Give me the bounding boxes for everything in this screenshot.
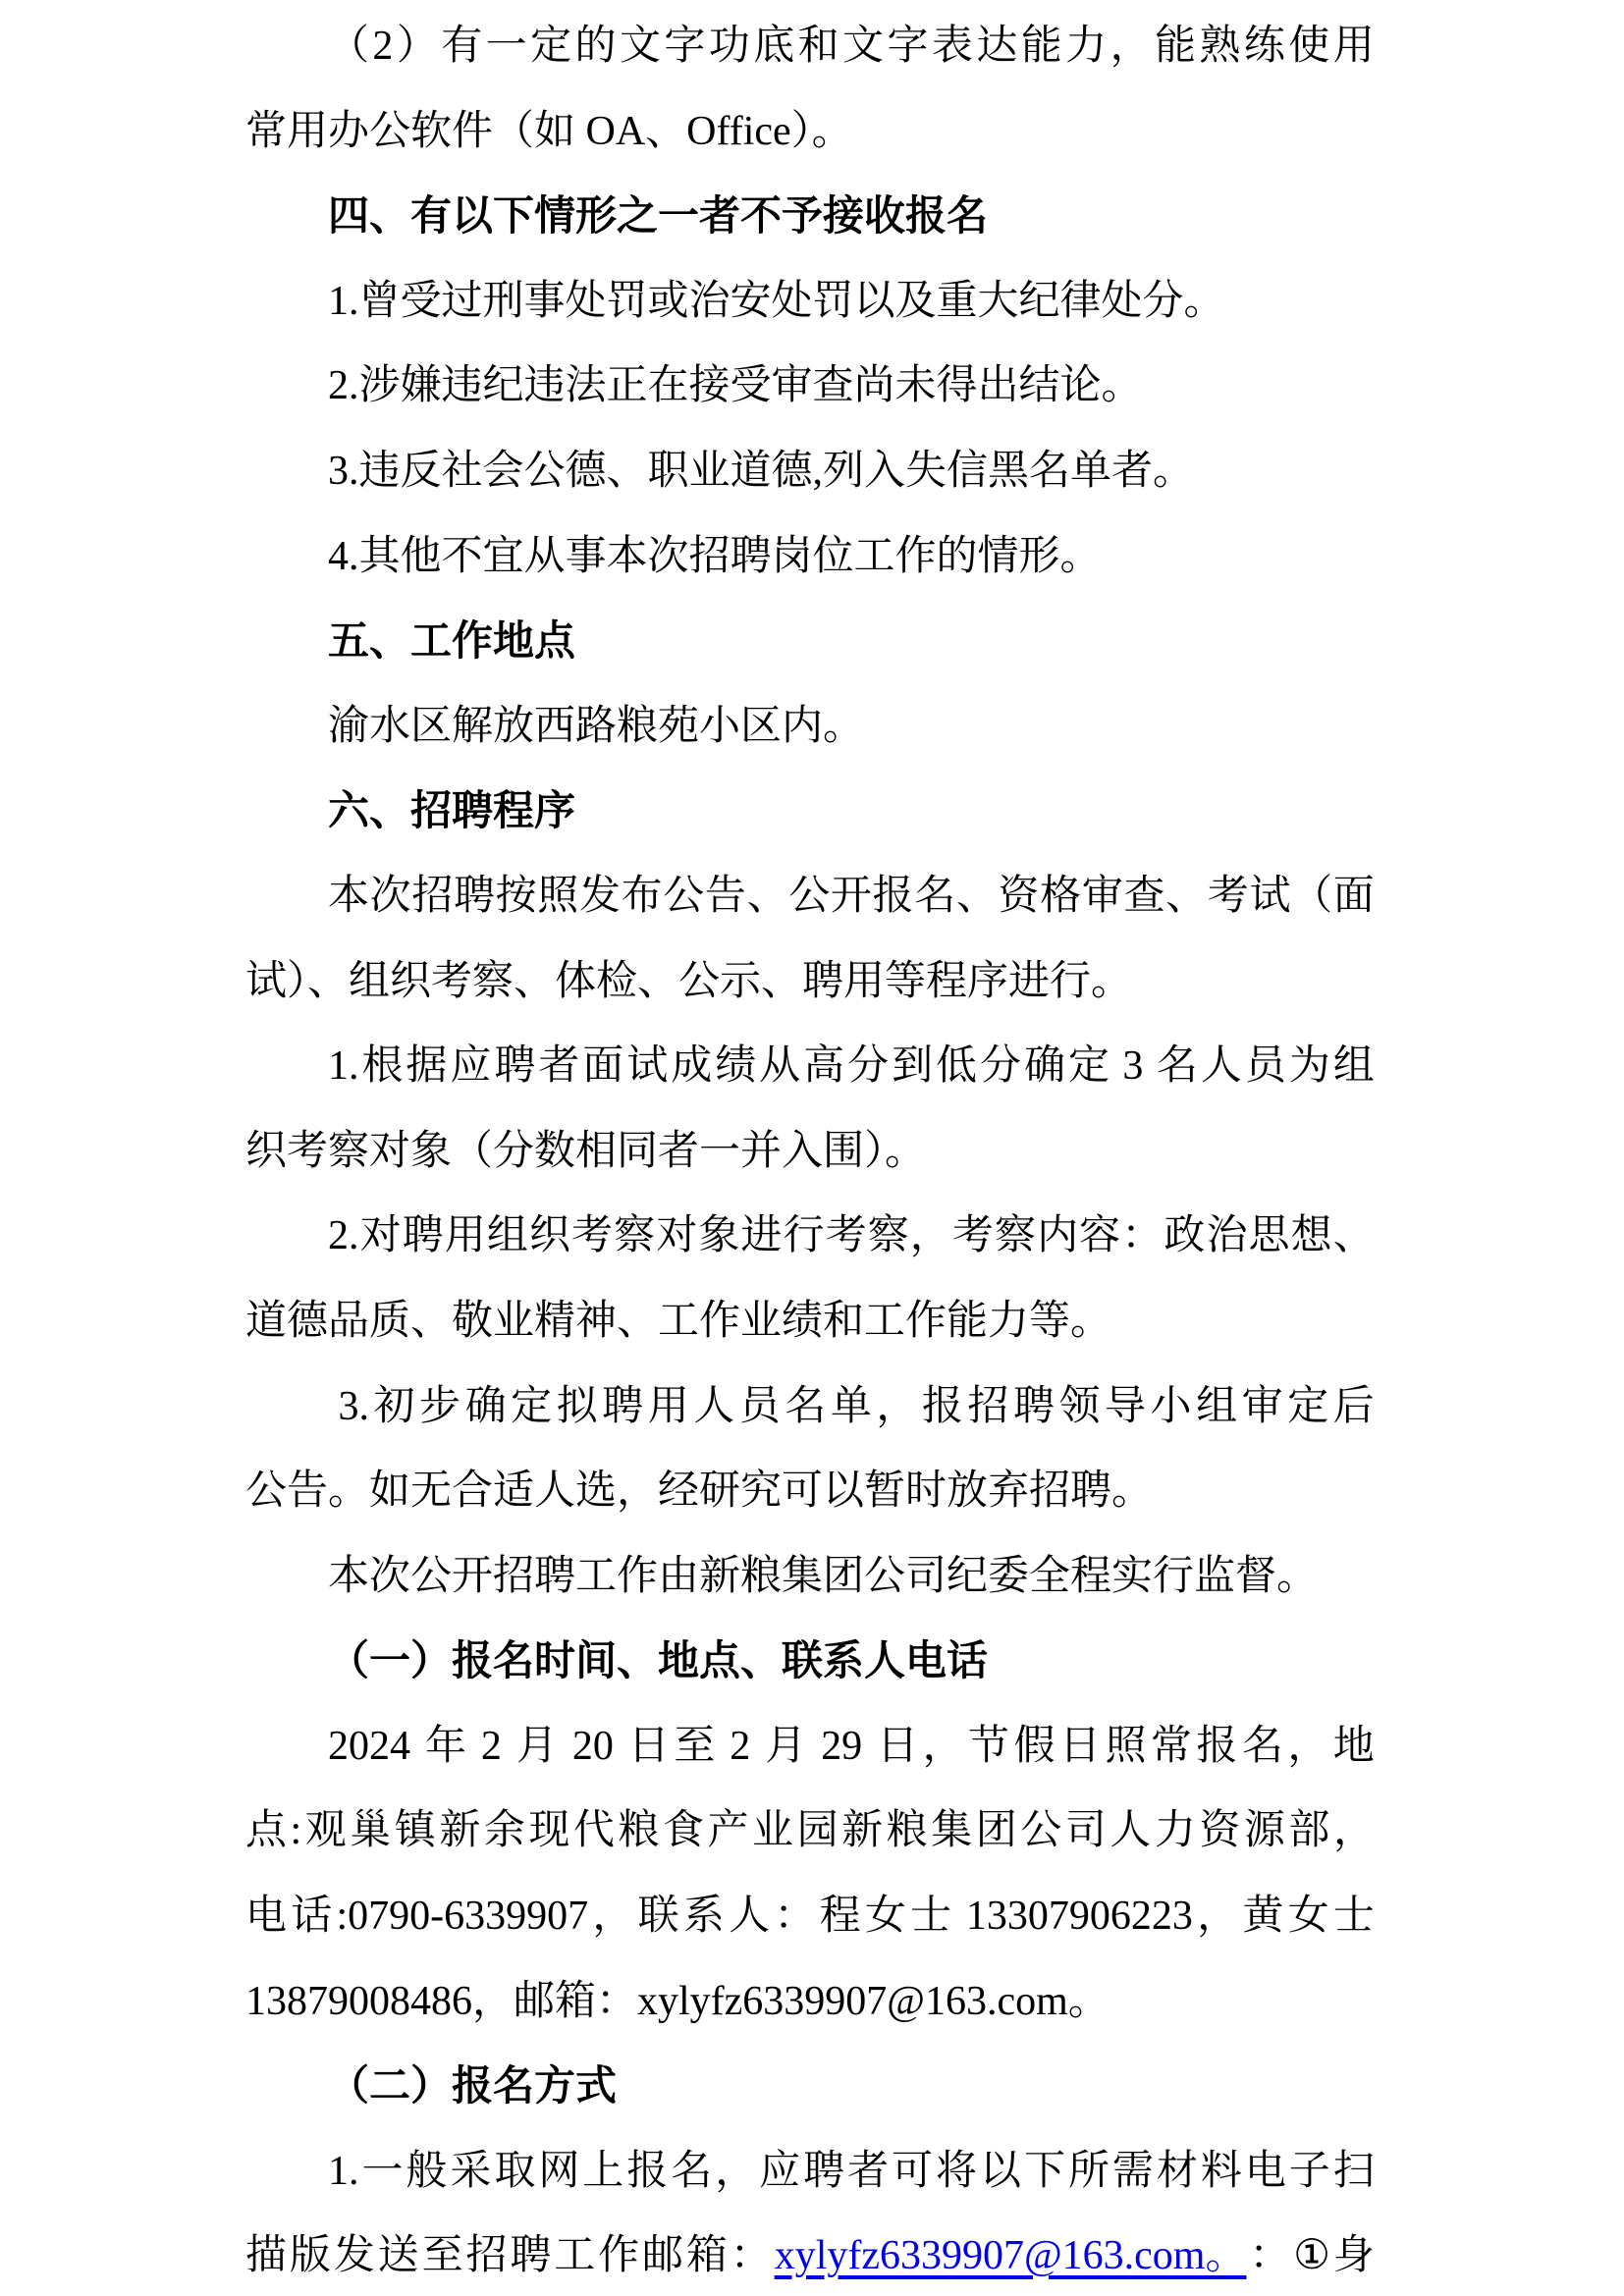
text-token: 步	[419, 1383, 461, 1429]
text-token: 用	[647, 1383, 689, 1429]
text-line	[245, 1534, 1375, 1620]
text-token: 察	[994, 1213, 1036, 1259]
text-token: 底	[753, 24, 795, 69]
heading-line	[245, 1619, 1375, 1704]
text-token: 招	[411, 873, 454, 919]
text-token: 人	[1110, 1808, 1152, 1854]
text-token: 力	[1065, 24, 1108, 69]
text-token: 名	[914, 873, 956, 919]
text-token: 代	[572, 1808, 615, 1854]
text-token: 业	[752, 1808, 794, 1854]
text-line	[245, 2214, 1375, 2296]
text-token: 布	[621, 873, 663, 919]
text-token: 余	[483, 1808, 525, 1854]
text-token: 聘	[510, 2233, 552, 2279]
text-line	[245, 1279, 1375, 1364]
text-token: 、	[1165, 873, 1208, 919]
line-text: 织考察对象（分数相同者一并入围）。	[245, 1128, 927, 1174]
text-token: 组	[1332, 1043, 1375, 1090]
text-token: 成	[671, 1043, 713, 1090]
text-token: 功	[708, 24, 750, 69]
text-token: :	[290, 1808, 302, 1854]
text-line	[245, 429, 1375, 514]
line-text: 试）、组织考察、体检、公示、聘用等程序进行。	[245, 958, 1133, 1004]
text-token: 人	[693, 1383, 735, 1429]
text-token: 地	[1332, 1723, 1375, 1769]
text-token: 节	[968, 1723, 1010, 1769]
text-line	[245, 1789, 1375, 1874]
text-token: 上	[582, 2148, 624, 2194]
text-token: 考	[1207, 873, 1249, 919]
text-token: 面	[1332, 873, 1375, 919]
text-token: 拟	[556, 1383, 598, 1429]
text-token: 电	[245, 1894, 288, 1940]
text-line	[245, 4, 1375, 89]
text-token: ）	[396, 24, 438, 69]
line-text: （一）报名时间、地点、联系人电话	[328, 1637, 989, 1684]
text-line	[245, 1959, 1375, 2045]
text-token: 聘	[402, 1213, 444, 1259]
text-token: 员	[1244, 1043, 1286, 1090]
text-token: 分	[847, 1043, 890, 1090]
text-token: 身	[1332, 2233, 1375, 2279]
text-token: ，	[715, 2148, 757, 2194]
text-line	[245, 1874, 1375, 1959]
text-token: 试	[1249, 873, 1291, 919]
text-token: 格	[1040, 873, 1082, 919]
text-token: 至	[421, 2233, 463, 2279]
text-token: 假	[1013, 1723, 1056, 1769]
text-line	[245, 1024, 1375, 1109]
text-token: ：	[730, 2233, 772, 2279]
text-token: 内	[1037, 1213, 1079, 1259]
text-token: 子	[1288, 2148, 1330, 2194]
heading-line	[245, 174, 1375, 259]
email-link[interactable]: xylyfz6339907@163.com。	[774, 2233, 1247, 2279]
text-token: 考	[571, 1213, 614, 1259]
line-text: 3.违反社会公德、职业道德,列入失信黑名单者。	[328, 448, 1195, 494]
text-token: 20	[562, 1723, 624, 1769]
text-token: ，	[1287, 1723, 1329, 1769]
text-token: 用	[444, 1213, 486, 1259]
text-token: 次	[369, 873, 411, 919]
text-token: ：	[774, 1894, 816, 1940]
text-token: 查	[1123, 873, 1165, 919]
text-line	[245, 514, 1375, 600]
text-token: 招	[465, 2233, 508, 2279]
text-token: 名	[671, 2148, 713, 2194]
text-token: 能	[1020, 24, 1062, 69]
text-token: 所	[1067, 2148, 1110, 2194]
line-text: 渝水区解放西路粮苑小区内。	[328, 703, 865, 749]
text-token: 能	[1155, 24, 1197, 69]
text-line	[245, 259, 1375, 345]
text-token: ，	[1197, 1894, 1239, 1940]
text-token: 聘	[1012, 1383, 1055, 1429]
text-line	[245, 2129, 1375, 2215]
text-token: 为	[1288, 1043, 1330, 1090]
text-token: 思	[1248, 1213, 1290, 1259]
text-token: 的	[574, 24, 617, 69]
text-token: 定	[1067, 1043, 1110, 1090]
text-token: 3	[1111, 1043, 1154, 1090]
text-token: 组	[486, 1213, 528, 1259]
text-token: 根	[361, 1043, 404, 1090]
text-token: 人	[729, 1894, 771, 1940]
text-token: 可	[892, 2148, 934, 2194]
text-token: ，	[1332, 1808, 1375, 1854]
text-token: 、	[1332, 1213, 1375, 1259]
text-token: 名	[1156, 1043, 1198, 1090]
text-token: 园	[796, 1808, 839, 1854]
text-token: 告	[704, 873, 746, 919]
text-token: 送	[377, 2233, 419, 2279]
text-line	[245, 1194, 1375, 1279]
text-token: 年	[424, 1723, 466, 1769]
text-token: 材	[1156, 2148, 1198, 2194]
text-token: :0790-6339907	[336, 1894, 589, 1940]
text-token: 工	[554, 2233, 596, 2279]
heading-line	[245, 599, 1375, 684]
text-token: 有	[441, 24, 483, 69]
text-token: 描	[245, 2233, 288, 2279]
text-token: 报	[872, 873, 914, 919]
text-token: ，	[922, 1723, 964, 1769]
text-token: 对	[656, 1213, 698, 1259]
text-token: 下	[1023, 2148, 1065, 2194]
text-token: 常	[1150, 1723, 1192, 1769]
text-token: 开	[830, 873, 872, 919]
text-token: 低	[936, 1043, 978, 1090]
text-token: 表	[931, 24, 973, 69]
text-token: 、	[955, 873, 998, 919]
text-token: 聘	[602, 1383, 644, 1429]
text-token: 确	[1023, 1043, 1065, 1090]
heading-line	[245, 769, 1375, 854]
text-token: 者	[847, 2148, 890, 2194]
text-token: 报	[626, 2148, 669, 2194]
text-line	[245, 1449, 1375, 1534]
text-token: 司	[1064, 1808, 1107, 1854]
text-token: 扫	[1332, 2148, 1375, 2194]
line-text: 13879008486，邮箱：xylyfz6339907@163.com。	[245, 1978, 1110, 2024]
line-text: 六、招聘程序	[328, 787, 576, 834]
text-token: 试	[626, 1043, 669, 1090]
text-token: 版	[289, 2233, 331, 2279]
text-token: 按	[495, 873, 537, 919]
text-token: ，	[1110, 24, 1152, 69]
text-token: 绩	[715, 1043, 757, 1090]
text-line	[245, 89, 1375, 175]
text-token: 箱	[685, 2233, 728, 2279]
text-token: 3.	[328, 1383, 369, 1429]
text-token: 集	[931, 1808, 973, 1854]
text-line	[245, 344, 1375, 429]
text-token: 报	[921, 1383, 963, 1429]
text-token: 应	[450, 1043, 492, 1090]
heading-line	[245, 2044, 1375, 2129]
text-token: 员	[738, 1383, 781, 1429]
text-token: 察	[867, 1213, 909, 1259]
text-token: 一	[361, 2148, 404, 2194]
text-token: 文	[619, 24, 661, 69]
text-token: 月	[765, 1723, 807, 1769]
text-token: 达	[976, 24, 1018, 69]
text-token: 2.	[328, 1213, 359, 1259]
text-token: 力	[1154, 1808, 1196, 1854]
text-token: 采	[450, 2148, 492, 2194]
document-body	[245, 4, 1375, 2296]
text-token: 定	[530, 24, 572, 69]
text-token: 镇	[394, 1808, 436, 1854]
text-token: 应	[759, 2148, 801, 2194]
text-token: 高	[803, 1043, 845, 1090]
text-token: 者	[538, 1043, 580, 1090]
text-token: 巢	[350, 1808, 392, 1854]
text-token: 料	[1200, 2148, 1242, 2194]
text-token: 联	[637, 1894, 679, 1940]
text-token: 2	[372, 24, 394, 69]
text-token: 聘	[453, 873, 495, 919]
text-token: 领	[1058, 1383, 1101, 1429]
text-token: 考	[951, 1213, 994, 1259]
text-line	[245, 1704, 1375, 1789]
text-token: 审	[1241, 1383, 1283, 1429]
text-token: ：	[1121, 1213, 1164, 1259]
text-token: 电	[1244, 2148, 1286, 2194]
text-token: ，	[909, 1213, 951, 1259]
text-token: 系	[682, 1894, 725, 1940]
text-token: 单	[830, 1383, 872, 1429]
text-token: 用	[1332, 24, 1375, 69]
text-token: 文	[842, 24, 885, 69]
text-token: 行	[783, 1213, 825, 1259]
text-token: 从	[759, 1043, 801, 1090]
line-text: 2.涉嫌违纪违法正在接受审查尚未得出结论。	[328, 363, 1143, 409]
text-token: 照	[537, 873, 579, 919]
text-token: 取	[494, 2148, 536, 2194]
text-token: 般	[406, 2148, 448, 2194]
text-token: 导	[1105, 1383, 1147, 1429]
text-token: 新	[439, 1808, 481, 1854]
line-text: 常用办公软件（如 OA、Office）。	[245, 108, 853, 154]
text-token: 1.	[328, 2148, 359, 2194]
text-token: 产	[707, 1808, 749, 1854]
text-token: 粮	[886, 1808, 928, 1854]
line-text: 本次公开招聘工作由新粮集团公司纪委全程实行监督。	[328, 1553, 1319, 1599]
text-token: 织	[528, 1213, 570, 1259]
text-token: 治	[1206, 1213, 1248, 1259]
text-token: 确	[464, 1383, 507, 1429]
text-token: 字	[664, 24, 706, 69]
text-token: 作	[598, 2233, 640, 2279]
text-token: （	[328, 24, 370, 69]
line-text: （二）报名方式	[328, 2062, 618, 2109]
text-token: 使	[1288, 24, 1330, 69]
text-token: 对	[359, 1213, 402, 1259]
text-token: 2	[470, 1723, 513, 1769]
text-line	[245, 684, 1375, 770]
text-token: 资	[1199, 1808, 1241, 1854]
text-token: ，	[592, 1894, 634, 1940]
line-text: 4.其他不宜从事本次招聘岗位工作的情形。	[328, 533, 1102, 579]
text-token: 本	[328, 873, 370, 919]
text-token: ：	[1249, 2233, 1291, 2279]
text-token: 进	[740, 1213, 783, 1259]
text-token: 至	[674, 1723, 716, 1769]
text-token: 部	[1288, 1808, 1330, 1854]
text-token: 日	[877, 1723, 919, 1769]
text-token: 面	[582, 1043, 624, 1090]
text-token: 报	[1196, 1723, 1238, 1769]
text-token: 和	[797, 24, 839, 69]
text-token: 月	[515, 1723, 558, 1769]
text-token: 2	[719, 1723, 761, 1769]
text-token: 后	[1332, 1383, 1375, 1429]
text-token: 发	[333, 2233, 375, 2279]
text-token: 小	[1150, 1383, 1192, 1429]
text-token: 黄	[1242, 1894, 1284, 1940]
text-token: 据	[406, 1043, 448, 1090]
text-token: 女	[864, 1894, 906, 1940]
text-token: 分	[980, 1043, 1022, 1090]
line-text: 五、工作地点	[328, 617, 576, 665]
text-token: 名	[785, 1383, 827, 1429]
text-token: 一	[485, 24, 527, 69]
text-token: 考	[825, 1213, 867, 1259]
text-token: 网	[538, 2148, 580, 2194]
text-token: 定	[511, 1383, 553, 1429]
text-token: 审	[1081, 873, 1123, 919]
text-token: 定	[1287, 1383, 1329, 1429]
text-token: 话	[291, 1894, 333, 1940]
text-token: 程	[819, 1894, 861, 1940]
line-text: 道德品质、敬业精神、工作业绩和工作能力等。	[245, 1298, 1112, 1344]
text-token: 日	[1058, 1723, 1101, 1769]
text-token: ，	[876, 1383, 918, 1429]
text-token: 察	[614, 1213, 656, 1259]
text-line	[245, 1364, 1375, 1450]
text-token: 日	[627, 1723, 670, 1769]
text-line	[245, 854, 1375, 939]
text-token: 字	[887, 24, 929, 69]
text-token: 观	[304, 1808, 347, 1854]
text-token: 13307906223	[955, 1894, 1193, 1940]
text-token: 发	[578, 873, 621, 919]
text-token: 聘	[803, 2148, 845, 2194]
text-token: 新	[841, 1808, 884, 1854]
text-token: 象	[698, 1213, 740, 1259]
text-line	[245, 939, 1375, 1025]
text-token: 需	[1111, 2148, 1154, 2194]
text-token: 人	[1200, 1043, 1242, 1090]
text-token: 初	[373, 1383, 415, 1429]
text-token: 、	[746, 873, 788, 919]
text-token: 照	[1105, 1723, 1147, 1769]
text-token: 以	[980, 2148, 1022, 2194]
text-token: 名	[1241, 1723, 1283, 1769]
text-token: 女	[1287, 1894, 1329, 1940]
text-token: 2024	[328, 1723, 421, 1769]
text-token: 组	[1196, 1383, 1238, 1429]
line-text: 1.曾受过刑事处罚或治安处罚以及重大纪律处分。	[328, 278, 1225, 324]
text-token: 聘	[494, 1043, 536, 1090]
text-token: 练	[1243, 24, 1285, 69]
text-token: 粮	[618, 1808, 660, 1854]
text-token: 食	[662, 1808, 704, 1854]
text-token: 资	[998, 873, 1040, 919]
text-token: 政	[1164, 1213, 1206, 1259]
text-token: 源	[1243, 1808, 1285, 1854]
text-token: ①	[1293, 2233, 1330, 2279]
text-token: 士	[1332, 1894, 1375, 1940]
text-token: 公	[788, 873, 831, 919]
text-token: 将	[936, 2148, 978, 2194]
text-token: 1.	[328, 1043, 359, 1090]
line-text: 四、有以下情形之一者不予接收报名	[328, 192, 989, 240]
text-token: 熟	[1199, 24, 1241, 69]
text-token: 士	[910, 1894, 952, 1940]
text-token: 团	[975, 1808, 1017, 1854]
text-token: 到	[892, 1043, 934, 1090]
text-token: 29	[810, 1723, 873, 1769]
text-token: 邮	[642, 2233, 684, 2279]
text-token: （	[1291, 873, 1333, 919]
text-token: 点	[245, 1808, 288, 1854]
text-line	[245, 1109, 1375, 1195]
line-text: 公告。如无合适人选，经研究可以暂时放弃招聘。	[245, 1468, 1154, 1515]
text-token: 公	[1020, 1808, 1062, 1854]
text-token: 现	[528, 1808, 570, 1854]
text-token: 公	[663, 873, 705, 919]
text-token: 容	[1079, 1213, 1121, 1259]
text-token: 想	[1290, 1213, 1332, 1259]
text-token: 招	[967, 1383, 1009, 1429]
